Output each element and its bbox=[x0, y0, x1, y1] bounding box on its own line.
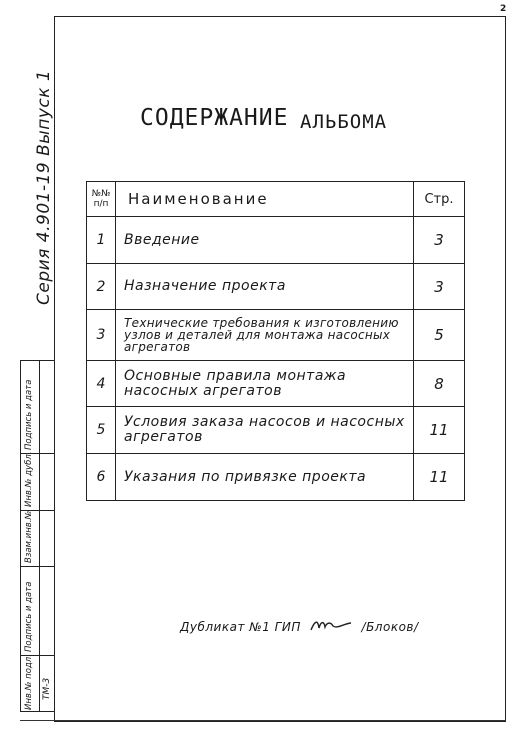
table-row bbox=[87, 407, 465, 454]
header-num: №№ п/п bbox=[87, 182, 116, 217]
row-num: 6 bbox=[87, 454, 116, 501]
contents-table bbox=[86, 181, 465, 501]
row-name: Назначение проекта bbox=[116, 264, 414, 310]
page-title bbox=[140, 105, 400, 139]
stamp-label: Подпись и дата bbox=[24, 581, 34, 652]
row-page: 5 bbox=[414, 310, 465, 361]
table-row bbox=[87, 217, 465, 264]
row-page: 3 bbox=[414, 217, 465, 264]
row-page: 11 bbox=[414, 407, 465, 454]
stamp-label: Инв.№ дубл. bbox=[24, 451, 34, 507]
table-row bbox=[87, 454, 465, 501]
row-name: Технические требования к изготовлению узлов и деталей для монтажа насосных агрегатов bbox=[116, 310, 414, 361]
signature-icon bbox=[309, 618, 353, 637]
row-name: Указания по привязке проекта bbox=[116, 454, 414, 501]
side-stamp-inner bbox=[40, 360, 54, 712]
table-row bbox=[87, 361, 465, 407]
stamp-label: Инв.№ подл. bbox=[24, 654, 34, 710]
header-page: Стр. bbox=[414, 182, 465, 217]
title-word-1: СОДЕРЖАНИЕ bbox=[140, 105, 289, 131]
stamp-divider bbox=[20, 566, 54, 567]
footer-text-before: Дубликат №1 ГИП bbox=[180, 620, 301, 634]
bottom-border bbox=[20, 720, 506, 721]
row-num: 4 bbox=[87, 361, 116, 407]
row-page: 8 bbox=[414, 361, 465, 407]
stamp-label: Подпись и дата bbox=[24, 379, 34, 450]
row-num: 3 bbox=[87, 310, 116, 361]
header-name: Наименование bbox=[116, 182, 414, 217]
table-row bbox=[87, 310, 465, 361]
table-row bbox=[87, 264, 465, 310]
row-num: 2 bbox=[87, 264, 116, 310]
row-name: Введение bbox=[116, 217, 414, 264]
title-word-2: АЛЬБОМА bbox=[300, 111, 388, 133]
row-num: 1 bbox=[87, 217, 116, 264]
row-name: Условия заказа насосов и насосных агрегатов bbox=[116, 407, 414, 454]
footer-text-after: /Блоков/ bbox=[361, 620, 419, 634]
row-page: 3 bbox=[414, 264, 465, 310]
page-number: 2 bbox=[500, 4, 507, 14]
row-num: 5 bbox=[87, 407, 116, 454]
row-page: 11 bbox=[414, 454, 465, 501]
series-side-title: Серия 4.901-19 Выпуск 1 bbox=[34, 69, 54, 305]
sheet-code: ТМ-3 bbox=[42, 677, 52, 700]
table-header-row bbox=[87, 182, 465, 217]
stamp-label: Взам.инв.№ bbox=[24, 510, 34, 563]
row-name: Основные правила монтажа насосных агрегатов bbox=[116, 361, 414, 407]
duplicate-note bbox=[180, 618, 419, 637]
